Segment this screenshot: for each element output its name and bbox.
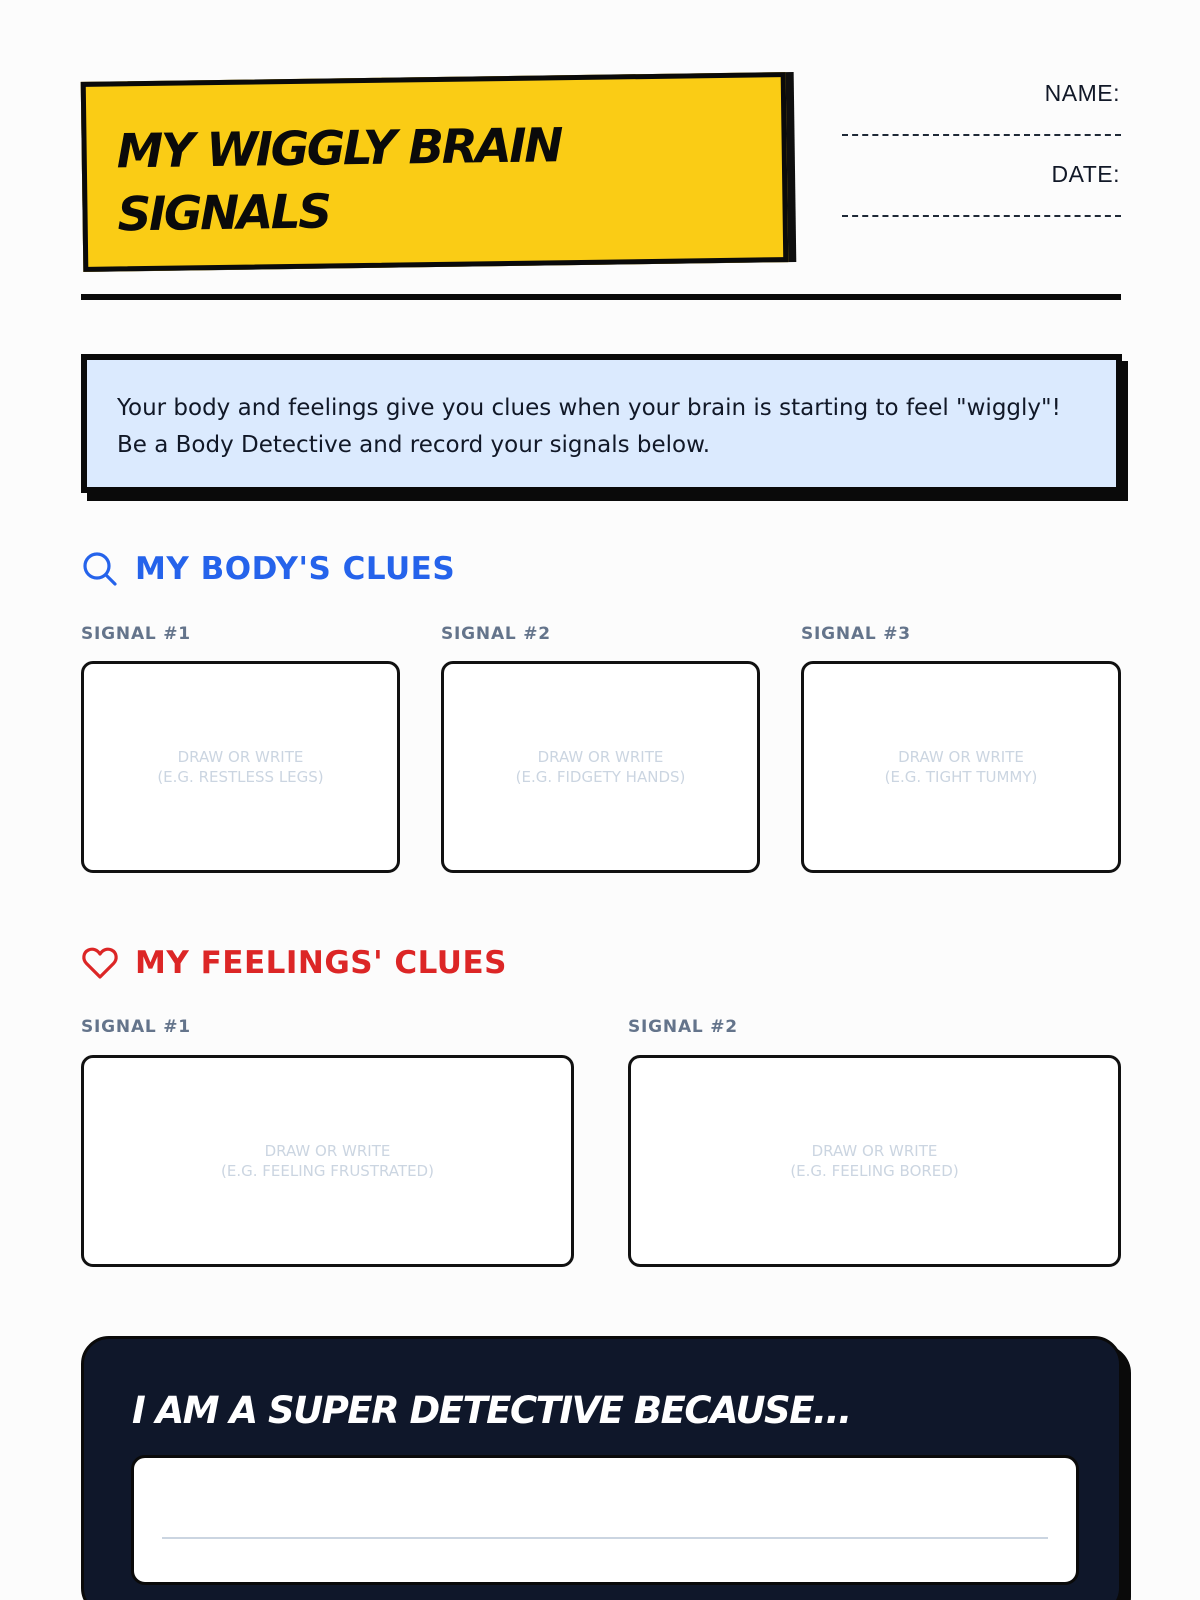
answer-guide-line: [162, 1537, 1048, 1539]
body-signal-2-example: (E.G. FIDGETY HANDS): [515, 768, 686, 786]
header-divider: [81, 294, 1121, 300]
feelings-signal-1-label: SIGNAL #1: [81, 1017, 191, 1037]
feelings-clues-header: [81, 944, 507, 982]
body-signal-1-placeholder: DRAW OR WRITE: [177, 748, 304, 766]
body-signal-3-label: SIGNAL #3: [801, 624, 911, 644]
page-title: MY WIGGLY BRAIN SIGNALS: [116, 118, 562, 243]
intro-box: [81, 354, 1122, 493]
body-signal-1-box[interactable]: [81, 661, 400, 873]
title-banner: [81, 72, 789, 272]
body-signal-1-label: SIGNAL #1: [81, 624, 191, 644]
detective-answer-field[interactable]: [131, 1455, 1079, 1585]
name-field[interactable]: [842, 134, 1121, 136]
heart-icon: [81, 944, 119, 982]
detective-panel: [81, 1336, 1122, 1600]
body-clues-title: MY BODY'S CLUES: [135, 551, 456, 587]
body-signal-1-example: (E.G. RESTLESS LEGS): [157, 768, 324, 786]
body-signal-2-placeholder: DRAW OR WRITE: [537, 748, 664, 766]
feelings-clues-title: MY FEELINGS' CLUES: [135, 945, 507, 981]
body-signal-3-example: (E.G. TIGHT TUMMY): [884, 768, 1038, 786]
body-signal-3-placeholder: DRAW OR WRITE: [898, 748, 1024, 766]
feelings-signal-2-label: SIGNAL #2: [628, 1017, 738, 1037]
body-signal-2-box[interactable]: [441, 661, 760, 873]
date-field[interactable]: [842, 215, 1121, 217]
search-icon: [81, 550, 119, 588]
feelings-signal-2-box[interactable]: [628, 1055, 1121, 1267]
body-clues-header: [81, 550, 455, 588]
intro-text: Your body and feelings give you clues when your brain is starting to feel "wiggly"! Be a Body Detective and record your signals below.: [117, 395, 1061, 458]
body-signal-3-box[interactable]: [801, 661, 1121, 873]
feelings-signal-1-placeholder: DRAW OR WRITE: [264, 1142, 391, 1160]
feelings-signal-1-box[interactable]: [81, 1055, 574, 1267]
detective-title: I AM A SUPER DETECTIVE BECAUSE...: [132, 1389, 851, 1432]
date-label: DATE:: [1051, 161, 1120, 187]
body-signal-2-label: SIGNAL #2: [441, 624, 551, 644]
feelings-signal-2-example: (E.G. FEELING BORED): [790, 1162, 959, 1180]
name-label: NAME:: [1044, 80, 1120, 106]
feelings-signal-1-example: (E.G. FEELING FRUSTRATED): [221, 1162, 434, 1180]
feelings-signal-2-placeholder: DRAW OR WRITE: [811, 1142, 938, 1160]
